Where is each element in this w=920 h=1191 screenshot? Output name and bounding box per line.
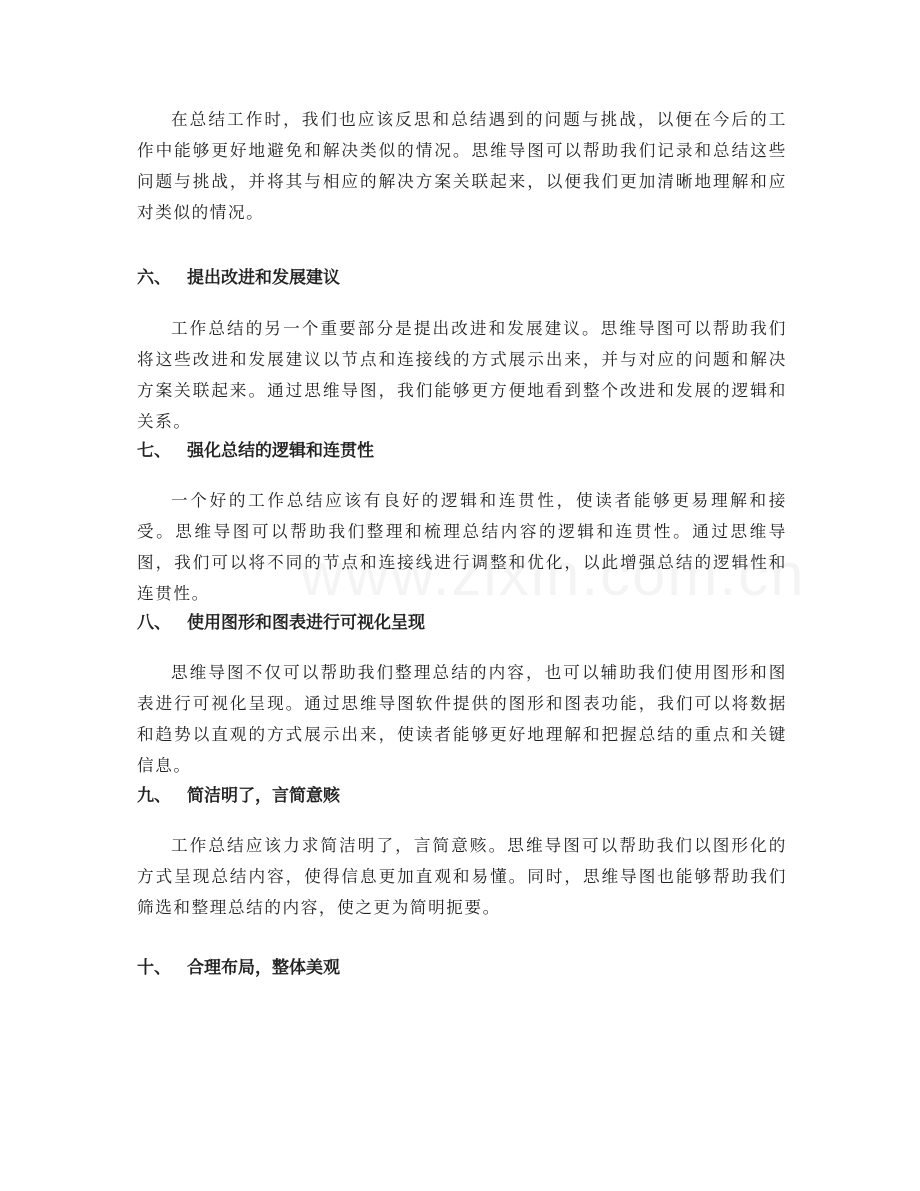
paragraph-section-6: 工作总结的另一个重要部分是提出改进和发展建议。思维导图可以帮助我们将这些改进和发展建议以节点和连接线的方式展示出来，并与对应的问题和解决方案关联起来。通过思维导图，我们能够更方便地看到整个改进和发展的逻辑和关系。 xyxy=(137,319,787,431)
section-heading-9 xyxy=(137,784,340,808)
paragraph-intro: 在总结工作时，我们也应该反思和总结遇到的问题与挑战，以便在今后的工作中能够更好地避免和解决类似的情况。思维导图可以帮助我们记录和总结这些问题与挑战，并将其与相应的解决方案关联起来，以便我们更加清晰地理解和应对类似的情况。 xyxy=(137,110,787,222)
paragraph-section-7: 一个好的工作总结应该有良好的逻辑和连贯性，使读者能够更易理解和接受。思维导图可以帮助我们整理和梳理总结内容的逻辑和连贯性。通过思维导图，我们可以将不同的节点和连接线进行调整和优化，以此增强总结的逻辑性和连贯性。 xyxy=(137,491,787,603)
section-title: 合理布局，整体美观 xyxy=(187,958,340,978)
section-heading-8 xyxy=(137,611,425,635)
section-number: 七、 xyxy=(137,441,171,461)
paragraph-section-8: 思维导图不仅可以帮助我们整理总结的内容，也可以辅助我们使用图形和图表进行可视化呈现。通过思维导图软件提供的图形和图表功能，我们可以将数据和趋势以直观的方式展示出来，使读者能够更好地理解和把握总结的重点和关键信息。 xyxy=(137,663,787,775)
section-title: 提出改进和发展建议 xyxy=(187,268,340,288)
section-title: 使用图形和图表进行可视化呈现 xyxy=(187,613,425,633)
section-heading-7 xyxy=(137,439,374,463)
section-number: 十、 xyxy=(137,958,171,978)
section-heading-6 xyxy=(137,266,340,290)
section-title: 简洁明了，言简意赅 xyxy=(187,786,340,806)
paragraph-section-9: 工作总结应该力求简洁明了，言简意赅。思维导图可以帮助我们以图形化的方式呈现总结内容，使得信息更加直观和易懂。同时，思维导图也能够帮助我们筛选和整理总结的内容，使之更为简明扼要。 xyxy=(137,836,787,917)
section-number: 六、 xyxy=(137,268,171,288)
section-number: 八、 xyxy=(137,613,171,633)
section-heading-10 xyxy=(137,956,340,980)
section-title: 强化总结的逻辑和连贯性 xyxy=(187,441,374,461)
section-number: 九、 xyxy=(137,786,171,806)
